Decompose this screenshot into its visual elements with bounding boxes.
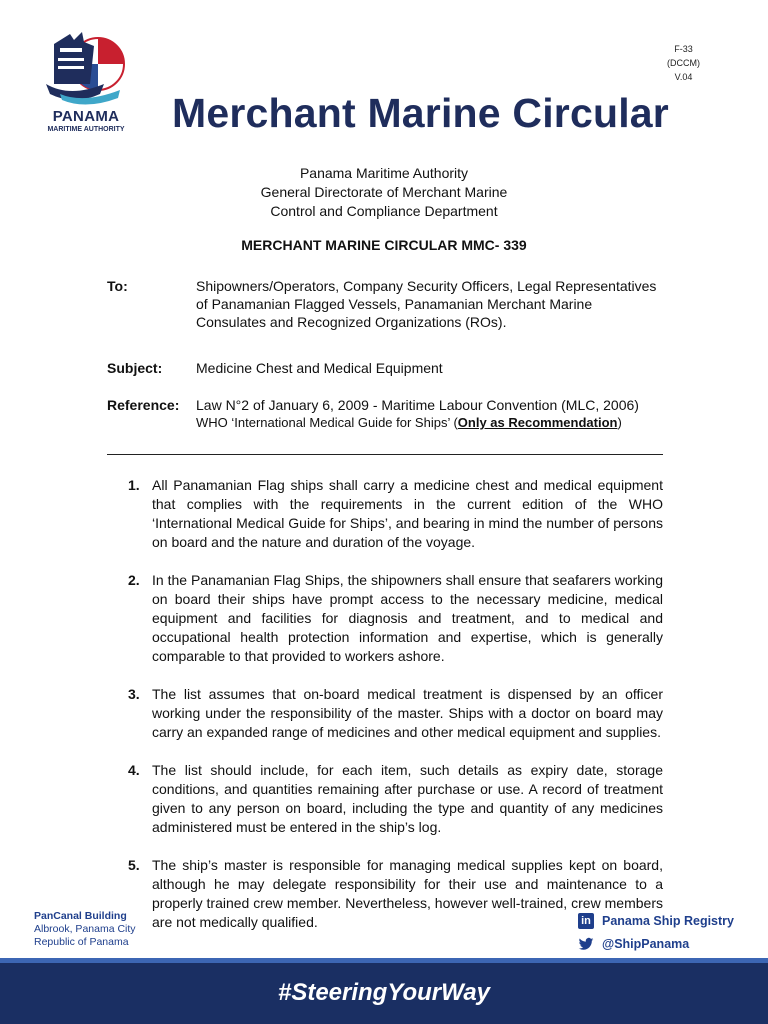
list-item: [107, 761, 663, 837]
subject-value: Medicine Chest and Medical Equipment: [196, 360, 443, 376]
twitter-link[interactable]: [578, 933, 734, 954]
linkedin-label: Panama Ship Registry: [602, 913, 734, 928]
panama-maritime-authority-logo: [40, 28, 132, 140]
page-title: Merchant Marine Circular: [172, 90, 669, 136]
list-item: [107, 571, 663, 666]
divider: [107, 454, 663, 455]
form-code-line: V.04: [674, 72, 693, 82]
logo-subtitle: MARITIME AUTHORITY: [47, 126, 125, 133]
social-links: [578, 910, 734, 956]
reference-label: Reference:: [107, 397, 180, 413]
logo-name: PANAMA: [52, 108, 120, 125]
footer-hashtag: #SteeringYourWay: [277, 979, 491, 1006]
twitter-icon: [578, 936, 594, 952]
linkedin-link[interactable]: [578, 910, 734, 931]
reference-emphasis: Only as Recommendation: [457, 415, 618, 430]
list-item-number: 3.: [128, 686, 140, 702]
authority-line: Panama Maritime Authority: [299, 165, 469, 181]
list-item-number: 5.: [128, 857, 140, 873]
twitter-label: @ShipPanama: [602, 936, 690, 951]
list-item-text: The list should include, for each item, such details as expiry date, storage conditions, and quantities remaining after purchase or use. A record of treatment given to any person on board, including the type and quantity of any medicines administered must be entered in the ship’s log.: [152, 762, 663, 835]
ship-logo-icon: [40, 28, 132, 108]
form-code-line: F-33: [674, 44, 693, 54]
list-item-number: 1.: [128, 477, 140, 493]
footer-address: [34, 910, 136, 949]
list-item-number: 4.: [128, 762, 140, 778]
list-item: [107, 685, 663, 742]
address-line: Albrook, Panama City: [34, 923, 136, 935]
circular-number: MERCHANT MARINE CIRCULAR MMC- 339: [241, 237, 527, 253]
linkedin-icon: in: [578, 913, 594, 929]
form-code-line: (DCCM): [667, 58, 700, 68]
list-item-text: In the Panamanian Flag Ships, the shipowners shall ensure that seafarers working on board their ships have prompt access to the necessary medicine, medical equipment and facilities for diagnosis and treatment, and to medical and occupational health protection information and expertise, which is generally comparable to that provided to workers ashore.: [152, 572, 663, 664]
reference-line2: [196, 415, 622, 430]
footer-band: [0, 963, 768, 1024]
list-item-text: The ship’s master is responsible for managing medical supplies kept on board, although he may delegate responsibility for their use and maintenance to a properly trained crew member. Nevertheless, however well-trained, crew members are not medically qualified.: [152, 857, 663, 930]
form-code: [667, 42, 700, 84]
list-item-text: All Panamanian Flag ships shall carry a medicine chest and medical equipment that complies with the requirements in the current edition of the WHO ‘International Medical Guide for Ships’, and bearing in mind the number of persons on board and the nature and duration of the voyage.: [152, 477, 663, 550]
address-title: PanCanal Building: [34, 910, 127, 922]
reference-line1: Law N°2 of January 6, 2009 - Maritime Labour Convention (MLC, 2006): [196, 397, 639, 413]
reference-close: ): [617, 415, 622, 430]
subject-label: Subject:: [107, 360, 163, 376]
authority-block: [0, 164, 768, 221]
reference-line2-text: WHO ‘International Medical Guide for Ships’ (: [196, 415, 458, 430]
list-item-text: The list assumes that on-board medical treatment is dispensed by an officer working under the responsibility of the master. Ships with a doctor on board may carry an expanded range of medicines and other medical equipment and supplies.: [152, 686, 663, 740]
numbered-list: [107, 476, 663, 951]
list-item-number: 2.: [128, 572, 140, 588]
to-value: Shipowners/Operators, Company Security Officers, Legal Representatives of Panamanian Flagged Vessels, Panamanian Merchant Marine Consulates and Recognized Organizations (ROs).: [196, 278, 657, 330]
address-line: Republic of Panama: [34, 936, 129, 948]
to-label: To:: [107, 278, 128, 294]
authority-line: Control and Compliance Department: [270, 203, 498, 219]
authority-line: General Directorate of Merchant Marine: [260, 184, 508, 200]
list-item: [107, 476, 663, 552]
